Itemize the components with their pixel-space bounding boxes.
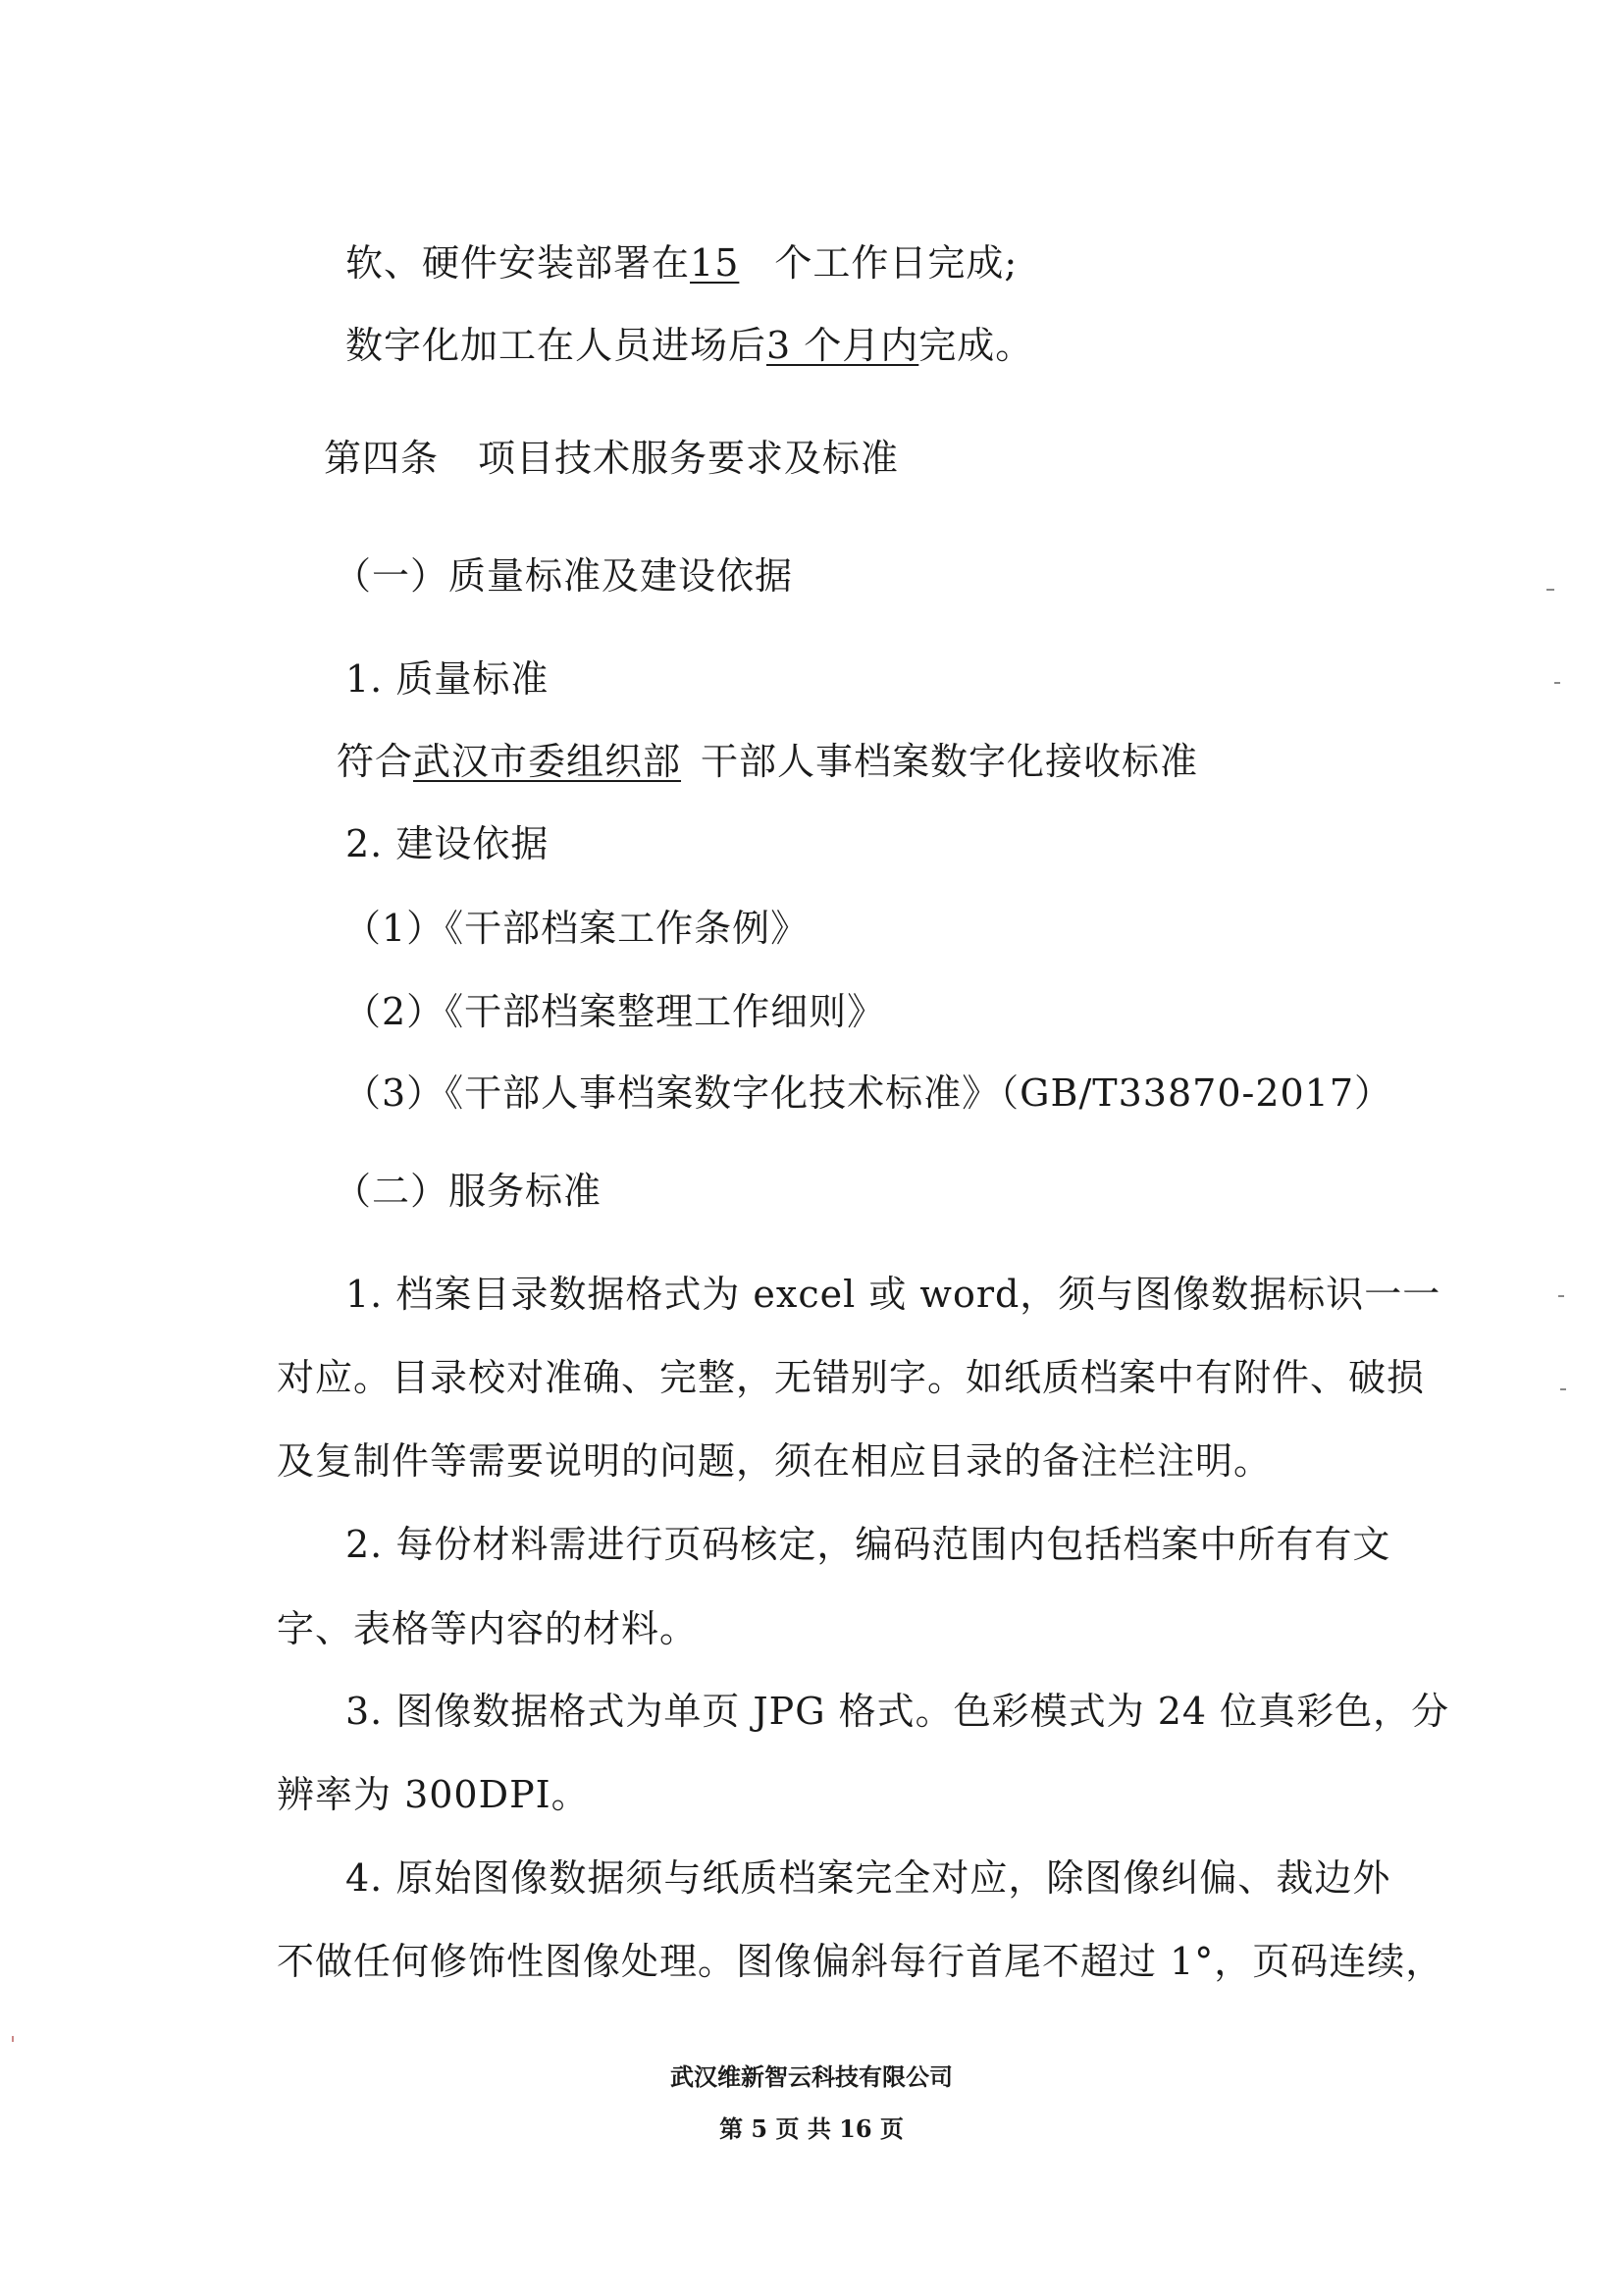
article-heading: 第四条 项目技术服务要求及标准 — [324, 437, 900, 480]
paragraph-line: 4. 原始图像数据须与纸质档案完全对应，除图像纠偏、裁边外 — [345, 1856, 1391, 1900]
section-heading-service: （二）服务标准 — [334, 1170, 602, 1213]
section-heading-quality: （一）质量标准及建设依据 — [334, 554, 794, 598]
paragraph-line: 不做任何修饰性图像处理。图像偏斜每行首尾不超过 1°，页码连续， — [277, 1940, 1444, 1983]
scan-speck — [1560, 1388, 1566, 1390]
paragraph-line: 2. 每份材料需进行页码核定，编码范围内包括档案中所有有文 — [345, 1523, 1391, 1566]
footer-company: 武汉维新智云科技有限公司 — [670, 2062, 953, 2091]
item-heading-basis: 2. 建设依据 — [345, 822, 550, 865]
paragraph-line: 3. 图像数据格式为单页 JPG 格式。色彩模式为 24 位真彩色，分 — [345, 1690, 1450, 1733]
paragraph-line: 对应。目录校对准确、完整，无错别字。如纸质档案中有附件、破损 — [277, 1356, 1426, 1399]
basis-item: （1）《干部档案工作条例》 — [343, 907, 810, 950]
scan-speck — [1558, 1295, 1564, 1297]
quality-standard-text: 符合武汉市委组织部 干部人事档案数字化接收标准 — [337, 740, 1199, 783]
scan-speck — [1554, 682, 1560, 684]
org-name: 武汉市委组织部 — [413, 740, 682, 783]
basis-item: （3）《干部人事档案数字化技术标准》（GB/T33870-2017） — [343, 1071, 1393, 1115]
paragraph-line: 辨率为 300DPI。 — [277, 1773, 590, 1816]
footer-page-info: 第 5 页 共 16 页 — [719, 2114, 904, 2143]
scan-speck — [12, 2036, 14, 2042]
paragraph-line: 及复制件等需要说明的问题，须在相应目录的备注栏注明。 — [277, 1439, 1273, 1483]
item-heading-quality-standard: 1. 质量标准 — [345, 657, 550, 701]
digitize-period: 3 个月内 — [766, 324, 919, 367]
install-days: 15 — [690, 241, 740, 285]
basis-item: （2）《干部档案整理工作细则》 — [343, 990, 886, 1033]
scan-speck — [1546, 589, 1554, 591]
paragraph-line: 字、表格等内容的材料。 — [277, 1607, 699, 1650]
schedule-line-install: 软、硬件安装部署在15 个工作日完成; — [345, 241, 1019, 285]
paragraph-line: 1. 档案目录数据格式为 excel 或 word，须与图像数据标识一一 — [345, 1273, 1441, 1316]
schedule-line-digitize: 数字化加工在人员进场后3 个月内完成。 — [345, 324, 1034, 367]
